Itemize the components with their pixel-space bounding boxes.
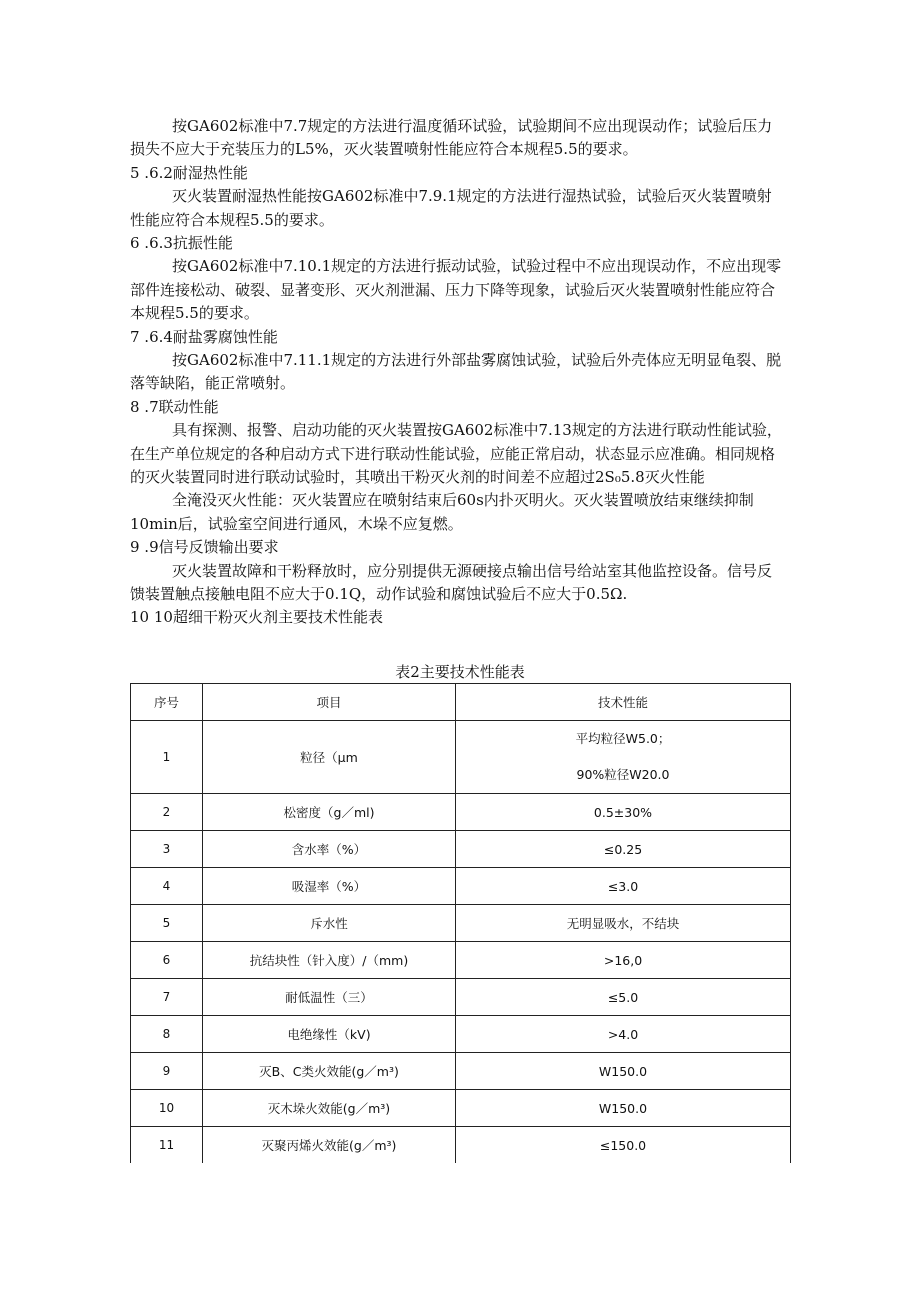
header-performance: 技术性能: [456, 684, 791, 721]
row-value: W150.0: [456, 1053, 791, 1090]
row-value-line: 平均粒径W5.0；: [575, 731, 671, 746]
row-item: 斥水性: [203, 905, 456, 942]
text-line: 6 .6.3抗振性能: [130, 234, 233, 252]
table-row: [131, 1090, 791, 1127]
table-caption: 表2主要技术性能表: [395, 663, 525, 681]
text-line: 灭火装置故障和干粉释放时，应分别提供无源硬接点输出信号给站室其他监控设备。信号反: [172, 561, 773, 580]
header-no: 序号: [131, 684, 203, 721]
table-row: [131, 868, 791, 905]
row-no: 11: [131, 1127, 203, 1164]
table-row: [131, 1016, 791, 1053]
row-item: 灭木垛火效能(g／m³): [203, 1090, 456, 1127]
row-no: 8: [131, 1016, 203, 1053]
row-value: ≤0.25: [456, 831, 791, 868]
row-no: 6: [131, 942, 203, 979]
row-value: W150.0: [456, 1090, 791, 1127]
text-line: 本规程5.5的要求。: [130, 304, 259, 323]
header-item: 项目: [203, 684, 456, 721]
row-value: >4.0: [456, 1016, 791, 1053]
text-line: 按GA602标准中7.10.1规定的方法进行振动试验，试验过程中不应出现误动作，不应出现零: [172, 257, 782, 276]
row-no: 2: [131, 794, 203, 831]
row-value: [456, 721, 791, 794]
text-line: 在生产单位规定的各种启动方式下进行联动性能试验，应能正常启动，状态显示应准确。相同规格: [130, 444, 776, 463]
text-line: 全淹没灭火性能：灭火装置应在喷射结束后60s内扑灭明火。灭火装置喷放结束继续抑制: [172, 491, 754, 510]
row-no: 3: [131, 831, 203, 868]
table-header-row: [131, 684, 791, 721]
row-no: 5: [131, 905, 203, 942]
row-item: 灭B、C类火效能(g／m³): [203, 1053, 456, 1090]
row-value-line: 90%粒径W20.0: [576, 767, 670, 782]
table-row: [131, 979, 791, 1016]
text-line: 7 .6.4耐盐雾腐蚀性能: [130, 327, 278, 346]
row-value: ≤3.0: [456, 868, 791, 905]
row-no: 9: [131, 1053, 203, 1090]
row-item: 电绝缘性（kV): [203, 1016, 456, 1053]
text-line: 按GA602标准中7.7规定的方法进行温度循环试验，试验期间不应出现误动作；试验后压力: [172, 117, 773, 135]
table-row: [131, 1053, 791, 1090]
text-line: 落等缺陷，能正常喷射。: [130, 374, 296, 393]
table-row: [131, 831, 791, 868]
row-item: 灭聚丙烯火效能(g／m³): [203, 1127, 456, 1164]
row-no: 7: [131, 979, 203, 1016]
row-no: 1: [131, 721, 203, 794]
row-item: 耐低温性（三）: [203, 979, 456, 1016]
spec-table: [130, 683, 791, 1163]
row-value: ≤5.0: [456, 979, 791, 1016]
row-no: 10: [131, 1090, 203, 1127]
text-line: 性能应符合本规程5.5的要求。: [130, 210, 334, 229]
row-value: 0.5±30%: [456, 794, 791, 831]
text-line: 按GA602标准中7.11.1规定的方法进行外部盐雾腐蚀试验，试验后外壳体应无明显龟裂、脱: [172, 351, 782, 369]
text-line: 9 .9信号反馈输出要求: [130, 538, 279, 557]
row-no: 4: [131, 868, 203, 905]
row-item: 含水率（%）: [203, 831, 456, 868]
row-value: ≤150.0: [456, 1127, 791, 1164]
text-line: 5 .6.2耐湿热性能: [130, 163, 248, 182]
row-item: 抗结块性（针入度）/（mm): [203, 942, 456, 979]
table-row: [131, 942, 791, 979]
row-item: 吸湿率（%）: [203, 868, 456, 905]
row-value: >16,0: [456, 942, 791, 979]
table-row: [131, 905, 791, 942]
row-item: 松密度（g／ml): [203, 794, 456, 831]
text-line: 8 .7联动性能: [130, 397, 219, 416]
table-row: [131, 721, 791, 794]
text-line: 部件连接松动、破裂、显著变形、灭火剂泄漏、压力下降等现象，试验后灭火装置喷射性能应符合: [130, 280, 776, 299]
text-line: 的灭火装置同时进行联动试验时，其喷出干粉灭火剂的时间差不应超过2S₀5.8灭火性能: [130, 468, 705, 486]
row-value: 无明显吸水，不结块: [456, 905, 791, 942]
text-line: 10 10超细干粉灭火剂主要技术性能表: [130, 608, 383, 627]
text-line: 10min后，试验室空间进行通风，木垛不应复燃。: [130, 514, 463, 533]
table-row: [131, 794, 791, 831]
text-line: 馈装置触点接触电阻不应大于0.1Q，动作试验和腐蚀试验后不应大于0.5Ω.: [130, 585, 628, 603]
text-line: 具有探测、报警、启动功能的灭火装置按GA602标准中7.13规定的方法进行联动性能试验，: [172, 421, 782, 440]
text-line: 损失不应大于充装压力的L5%，灭火装置喷射性能应符合本规程5.5的要求。: [130, 140, 638, 159]
text-line: 灭火装置耐湿热性能按GA602标准中7.9.1规定的方法进行湿热试验，试验后灭火装置喷射: [172, 187, 772, 206]
row-item: 粒径（μm: [203, 721, 456, 794]
table-row: [131, 1127, 791, 1164]
